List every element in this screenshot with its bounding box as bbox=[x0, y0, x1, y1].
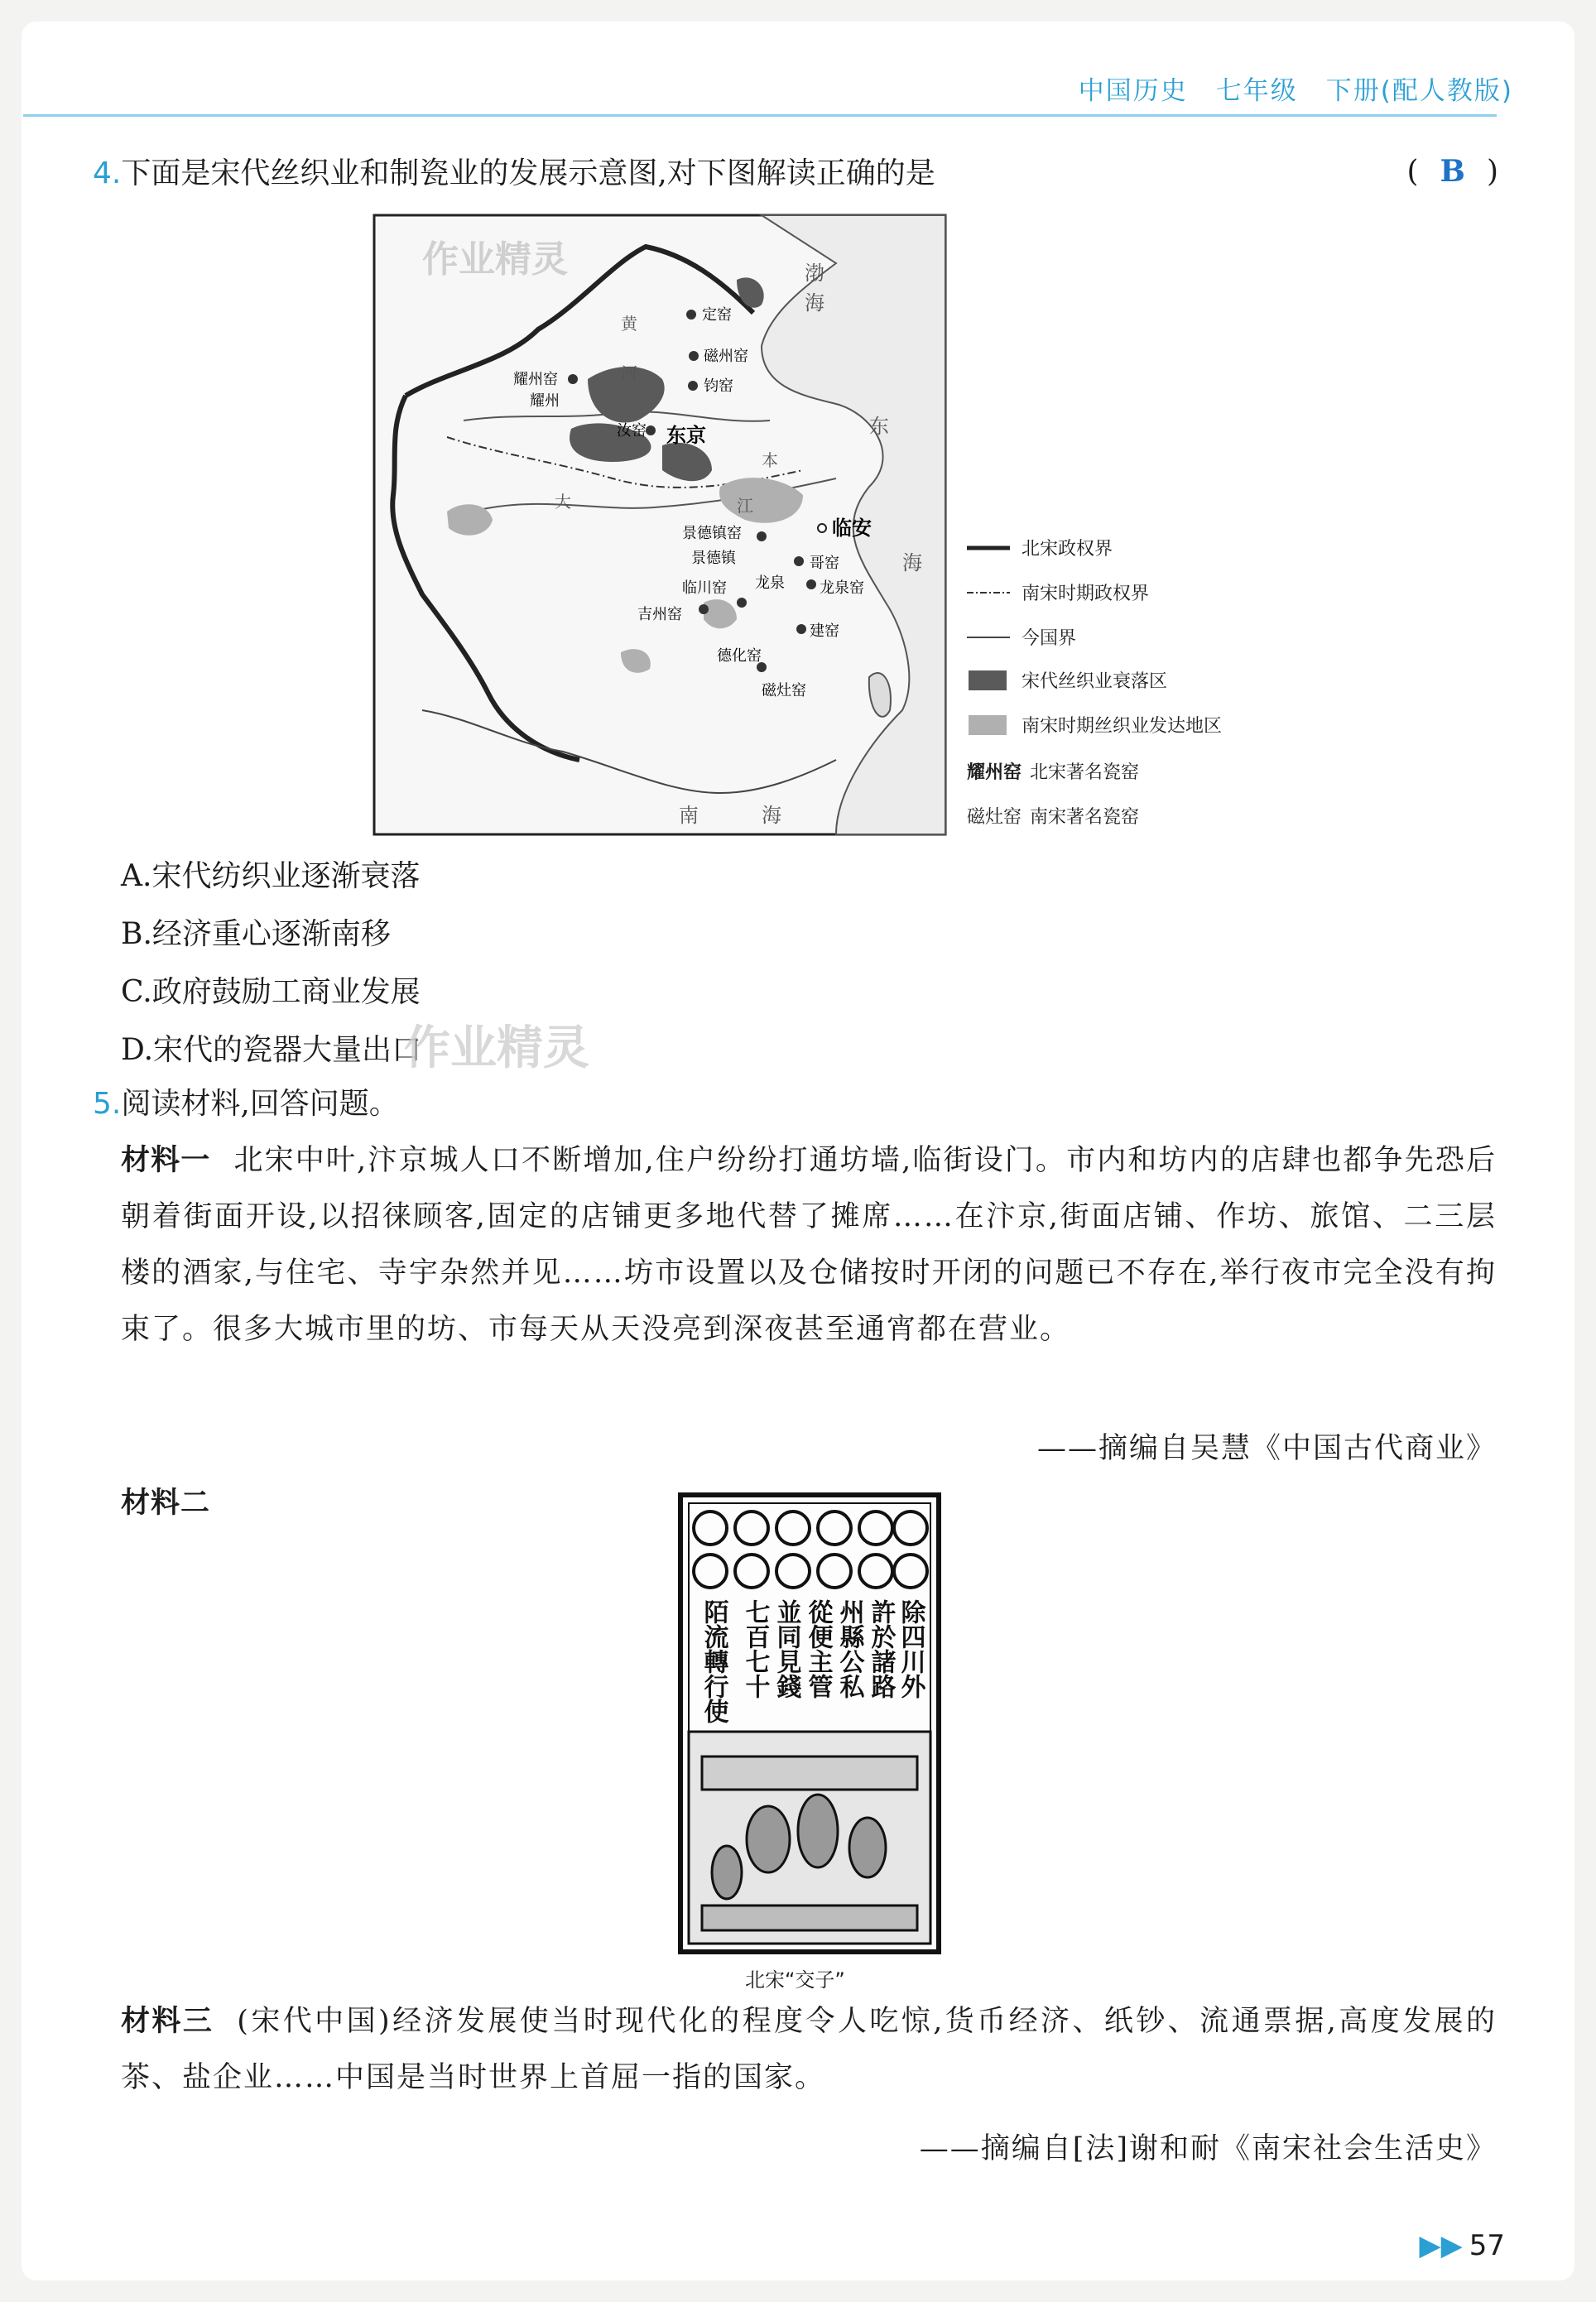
legend-current-border: 今国界 bbox=[1022, 628, 1077, 649]
map-label-ben: 本 bbox=[762, 450, 778, 470]
map-label-yaozhouyao: 耀州窑 bbox=[513, 371, 558, 388]
map-label-jizhouyao: 吉州窑 bbox=[637, 606, 682, 623]
map-label-bo: 渤 bbox=[805, 262, 824, 285]
material-1 bbox=[121, 1132, 1497, 1358]
material-3-text: (宋代中国)经济发展使当时现代化的程度令人吃惊,货币经济、纸钞、流通票据,高度发展的茶、盐企业……中国是当时世界上首屈一指的国家。 bbox=[121, 2005, 1497, 2094]
question-text: 阅读材料,回答问题。 bbox=[121, 1087, 399, 1121]
page-watermark: 作业精灵 bbox=[404, 1021, 589, 1075]
legend-developed: 南宋时期丝织业发达地区 bbox=[1022, 716, 1223, 737]
material-3 bbox=[121, 1993, 1497, 2106]
material-1-source: ——摘编自吴慧《中国古代商业》 bbox=[1036, 1432, 1497, 1465]
map-label-he: 河 bbox=[621, 363, 637, 383]
answer-close: ) bbox=[1486, 155, 1498, 189]
map-label-cizaoyao: 磁灶窑 bbox=[762, 682, 806, 699]
jiaozi-col-2: 許於諸路 bbox=[866, 1599, 896, 1699]
legend-north-border: 北宋政权界 bbox=[1022, 539, 1113, 560]
map-label-dehuayao: 德化窑 bbox=[717, 647, 762, 665]
jiaozi-caption: 北宋“交子” bbox=[745, 1968, 845, 1992]
map-label-jingdezhen: 景德镇 bbox=[691, 550, 736, 567]
jiaozi-banknote-image bbox=[677, 1492, 942, 1955]
jiaozi-col-4: 從便主管 bbox=[803, 1599, 833, 1699]
answer-letter: B bbox=[1440, 154, 1465, 189]
legend-kiln-north: 北宋著名瓷窑 bbox=[1030, 762, 1140, 783]
legend-kiln-south: 南宋著名瓷窑 bbox=[1030, 807, 1140, 828]
option-c: C.政府鼓励工商业发展 bbox=[121, 975, 421, 1009]
map-label-hai: 海 bbox=[805, 291, 824, 315]
header-subject: 中国历史 bbox=[1078, 76, 1188, 106]
map-label-jingdezhenyao: 景德镇窑 bbox=[682, 525, 742, 542]
map-label-hai-east: 海 bbox=[902, 551, 922, 574]
answer-box bbox=[1406, 154, 1498, 189]
map-label-linan: 临安 bbox=[832, 516, 872, 540]
map-watermark: 作业精灵 bbox=[422, 238, 568, 281]
option-b: B.经济重心逐渐南移 bbox=[121, 917, 391, 951]
header-divider bbox=[23, 114, 1497, 117]
map-label-jiang: 江 bbox=[737, 496, 753, 516]
material-2-label: 材料二 bbox=[121, 1487, 211, 1520]
option-d: D.宋代的瓷器大量出口 bbox=[121, 1033, 422, 1067]
map-label-hai-south: 海 bbox=[762, 804, 781, 827]
legend-row-kiln-north bbox=[967, 758, 1139, 784]
answer-open: ( bbox=[1406, 155, 1419, 189]
song-economy-map bbox=[373, 214, 947, 836]
map-label-nan: 南 bbox=[679, 804, 699, 827]
legend-kiln-south-label: 磁灶窑 bbox=[967, 807, 1022, 828]
legend-row-north-border bbox=[967, 535, 1113, 560]
question-4-stem bbox=[93, 154, 935, 194]
map-label-yaozhou: 耀州 bbox=[530, 392, 560, 410]
map-label-jianyao: 建窑 bbox=[810, 622, 839, 640]
legend-kiln-north-label: 耀州窑 bbox=[967, 762, 1022, 783]
legend-row-kiln-south bbox=[967, 803, 1139, 829]
jiaozi-col-6: 七百七十 bbox=[740, 1599, 770, 1699]
map-label-dong: 东 bbox=[869, 415, 889, 438]
legend-row-decline bbox=[967, 667, 1167, 693]
question-5-stem bbox=[93, 1084, 399, 1124]
map-label-ruyao: 汝窑 bbox=[617, 422, 647, 440]
question-number: 4. bbox=[93, 156, 122, 190]
map-label-linchuanyao: 临川窑 bbox=[682, 579, 727, 597]
jiaozi-col-3: 州縣公私 bbox=[834, 1599, 864, 1699]
header-volume: 下册(配人教版) bbox=[1325, 76, 1513, 106]
jiaozi-col-1: 除四川外 bbox=[896, 1599, 925, 1699]
map-label-huang: 黄 bbox=[621, 314, 637, 334]
page-number-text: 57 bbox=[1469, 2229, 1505, 2262]
option-a: A.宋代纺织业逐渐衰落 bbox=[121, 859, 421, 893]
legend-decline: 宋代丝织业衰落区 bbox=[1022, 671, 1168, 692]
map-label-longquan: 龙泉 bbox=[755, 574, 785, 592]
map-label-junyao: 钧窑 bbox=[704, 377, 733, 395]
map-label-dingyao: 定窑 bbox=[702, 306, 732, 324]
material-3-label: 材料三 bbox=[121, 2005, 214, 2038]
page-header bbox=[1050, 70, 1513, 107]
legend-row-current-border bbox=[967, 624, 1076, 650]
map-label-da: 大 bbox=[555, 492, 571, 512]
page-arrow-icon: ▶▶ bbox=[1419, 2229, 1463, 2262]
map-label-geyao: 哥窑 bbox=[810, 555, 839, 572]
jiaozi-col-5: 並同見錢 bbox=[772, 1599, 801, 1699]
material-1-label: 材料一 bbox=[121, 1144, 211, 1177]
map-label-cizhouyao: 磁州窑 bbox=[704, 348, 748, 365]
material-3-source: ——摘编自[法]谢和耐《南宋社会生活史》 bbox=[919, 2132, 1497, 2165]
page-number bbox=[1419, 2229, 1505, 2262]
material-1-text: 北宋中叶,汴京城人口不断增加,住户纷纷打通坊墙,临街设门。市内和坊内的店肆也都争先恐后朝着街面开设,以招徕顾客,固定的店铺更多地代替了摊席……在汴京,街面店铺、作坊、旅馆、二三层楼的酒家,与住宅、寺宇杂然并见……坊市设置以及仓储按时开闭的问题已不存在,举行夜市完全没有拘束了。很多大城市里的坊、市每天从天没亮到深夜甚至通宵都在营业。 bbox=[121, 1144, 1497, 1346]
map-label-dongjing: 东京 bbox=[666, 423, 706, 447]
jiaozi-col-7: 陌流轉行使 bbox=[699, 1599, 728, 1723]
header-grade: 七年级 bbox=[1215, 76, 1298, 106]
question-number: 5. bbox=[93, 1087, 122, 1121]
question-text: 下面是宋代丝织业和制瓷业的发展示意图,对下图解读正确的是 bbox=[121, 156, 935, 190]
map-label-longquanyao: 龙泉窑 bbox=[820, 579, 864, 597]
legend-south-border: 南宋时期政权界 bbox=[1022, 584, 1150, 604]
legend-row-south-border bbox=[967, 579, 1149, 605]
legend-row-developed bbox=[967, 712, 1222, 738]
